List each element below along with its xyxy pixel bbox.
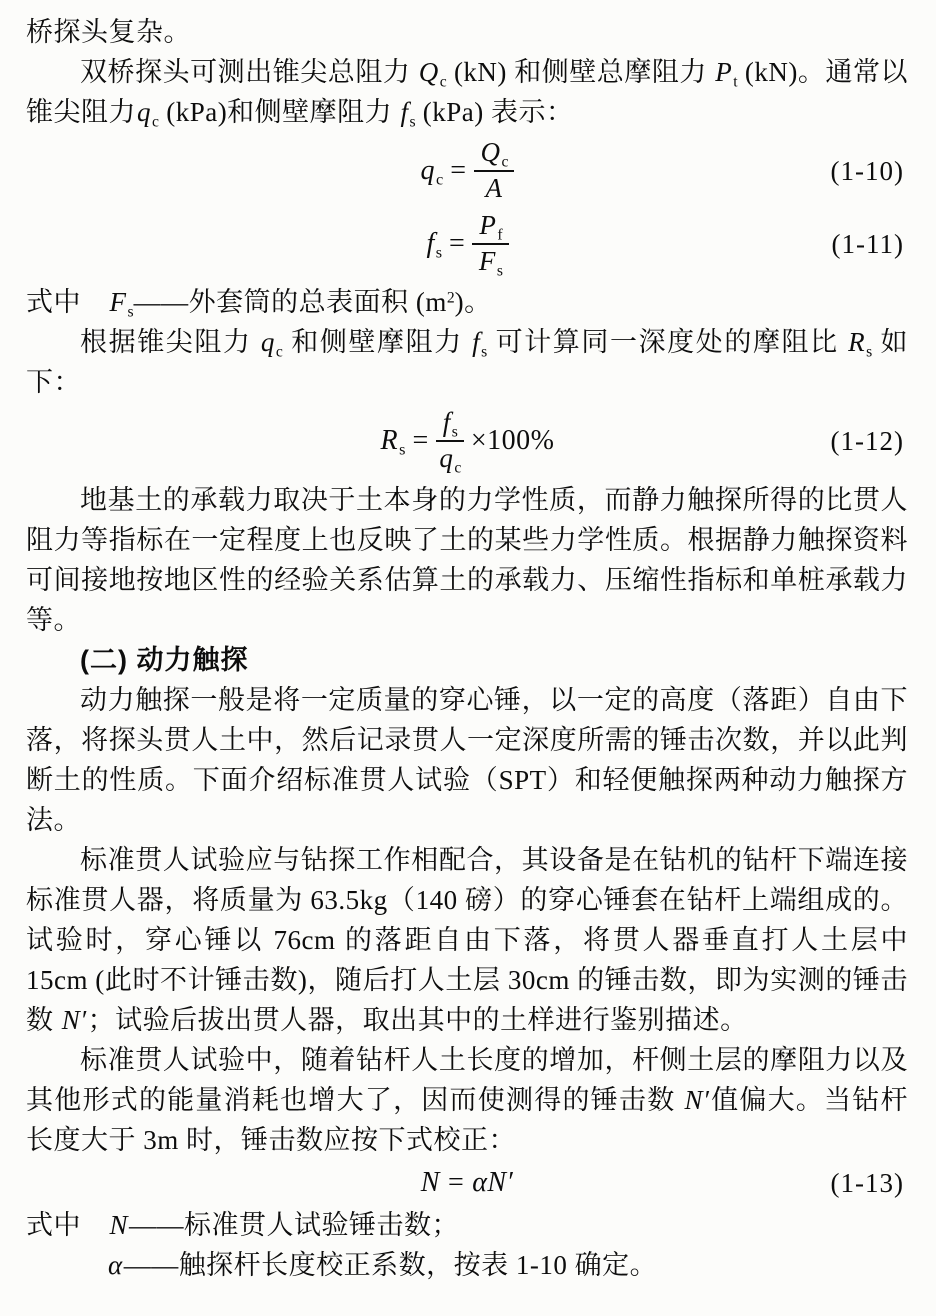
text-run: 标准贯人试验应与钻探工作相配合，其设备是在钻机的钻杆下端连接标准贯人器，将质量为 63.5kg（140 磅）的穿心锤套在钻杆上端组成的。试验时，穿心锤以 76cm 的落距自由下落，将贯人器垂直打人土层中 15cm (此时不计锤击数)，随后打人土层 30cm 的锤击数，即为实测的锤击数 — [26, 845, 908, 1036]
fraction — [474, 137, 515, 205]
math-var: N′ — [61, 1005, 87, 1036]
math-var: f — [442, 407, 451, 438]
equation-lhs — [425, 224, 442, 264]
math-subscript: s — [481, 343, 488, 361]
section-heading-dynamic-penetration — [26, 640, 908, 680]
fraction — [436, 407, 464, 475]
math-var: q — [260, 327, 275, 358]
math-var: q — [439, 443, 454, 474]
fraction-numerator — [436, 407, 464, 442]
text-run: 双桥探头可测出锥尖总阻力 — [80, 57, 418, 87]
math-var: P — [479, 209, 497, 240]
math-var: f — [400, 97, 409, 127]
equation-body — [420, 1163, 514, 1203]
math-subscript: f — [497, 226, 503, 244]
equation-body — [420, 137, 515, 205]
math-var: Q — [480, 137, 501, 167]
equation-body — [425, 210, 508, 278]
text-run: ——外套筒的总表面积 (m — [133, 287, 447, 318]
paragraph-dual-probe — [26, 52, 908, 132]
equals-sign: = — [449, 227, 466, 259]
fraction-denominator — [472, 245, 508, 278]
math-var: R — [380, 425, 399, 457]
text-run: 值偏大。当钻杆长度大于 3m 时，锤击数应按下式校正： — [26, 1085, 909, 1156]
fraction-denominator — [474, 172, 515, 205]
math-var: N — [109, 1210, 129, 1241]
text-run: (kPa) 表示： — [415, 97, 574, 127]
math-var: Q — [418, 57, 439, 87]
math-subscript: s — [496, 262, 503, 280]
text-run: 地基土的承载力取决于土本身的力学性质，而静力触探所得的比贯人阻力等指标在一定程度上也反映了土的某些力学性质。根据静力触探资料可间接地按地区性的经验关系估算土的承载力、压缩性指标和单桩承载力等。 — [26, 485, 908, 636]
math-subscript: s — [399, 440, 406, 459]
math-subscript: s — [435, 243, 443, 262]
text-run: 动力触探一般是将一定质量的穿心锤，以一定的高度（落距）自由下落，将探头贯人土中，然后记录贯人一定深度所需的锤击次数，并以此判断土的性质。下面介绍标准贯人试验（SPT）和轻便触探两种动力触探方法。 — [26, 685, 908, 836]
math-var: F — [478, 245, 496, 276]
equation-1-11 — [26, 210, 908, 278]
equation-lhs — [380, 421, 406, 461]
text-run: (kN)。通常以锥尖阻力 — [26, 57, 908, 127]
math-subscript: s — [866, 343, 873, 361]
math-var: α — [108, 1250, 123, 1281]
math-var: αN′ — [472, 1167, 514, 1199]
text-run: ；试验后拔出贯人器，取出其中的土样进行鉴别描述。 — [87, 1005, 748, 1036]
where-clause-N — [26, 1205, 908, 1245]
equation-1-12 — [26, 407, 908, 475]
math-var: f — [472, 327, 481, 358]
equation-number: (1-11) — [831, 228, 904, 259]
equation-body — [380, 407, 555, 475]
equation-number: (1-10) — [830, 155, 904, 186]
fraction — [472, 210, 508, 278]
math-subscript: s — [451, 423, 458, 441]
math-subscript: c — [436, 170, 444, 189]
text-run: ——标准贯人试验锤击数； — [129, 1210, 460, 1241]
text-run: 可计算同一深度处的摩阻比 — [487, 327, 848, 358]
math-var: q — [420, 154, 436, 186]
math-superscript: 2 — [446, 289, 455, 307]
equation-1-13 — [26, 1162, 908, 1203]
equals-sign: = — [447, 1167, 465, 1199]
math-var: P — [715, 57, 733, 87]
math-var: q — [137, 97, 151, 127]
text-run: (kPa)和侧壁摩阻力 — [158, 97, 400, 127]
text-run: 标准贯人试验中，随着钻杆人土长度的增加，杆侧土层的摩阻力以及其他形式的能量消耗也增大了，因而使测得的锤击数 — [26, 1045, 908, 1116]
paragraph-continuation — [26, 12, 908, 52]
paragraph-rod-correction — [26, 1040, 908, 1160]
fraction-numerator — [472, 210, 508, 245]
paragraph-spt-procedure — [26, 840, 908, 1040]
math-subscript: s — [127, 303, 134, 321]
where-clause-alpha — [26, 1245, 908, 1285]
text-run: )。 — [454, 287, 492, 318]
equation-number: (1-13) — [830, 1167, 904, 1198]
math-subscript: c — [501, 153, 509, 171]
fraction-denominator — [436, 442, 464, 475]
paragraph-friction-ratio — [26, 322, 908, 402]
math-var: A — [485, 172, 503, 203]
fraction-numerator — [474, 137, 515, 172]
equation-number: (1-12) — [830, 426, 904, 457]
math-var: F — [109, 287, 127, 318]
math-subscript: t — [733, 73, 738, 91]
text-run: 根据锥尖阻力 — [80, 327, 260, 358]
text-run: 和侧壁摩阻力 — [282, 327, 472, 358]
paragraph-dynamic-penetration-intro — [26, 680, 908, 840]
math-var: N′ — [684, 1085, 710, 1116]
where-clause-Fs — [26, 282, 908, 322]
equation-lhs — [420, 151, 444, 191]
math-subscript: s — [409, 113, 416, 131]
math-var: N — [420, 1167, 440, 1199]
text-run: 式中 — [26, 287, 109, 318]
text-run: (kN) 和侧壁总摩阻力 — [446, 57, 715, 87]
percent-factor: ×100% — [470, 425, 555, 457]
equals-sign: = — [450, 154, 467, 186]
math-subscript: c — [439, 73, 447, 91]
math-subscript: c — [275, 343, 283, 361]
math-subscript: c — [152, 113, 159, 131]
text-run: 桥探头复杂。 — [26, 17, 191, 47]
text-run: ——触探杆长度校正系数，按表 1-10 确定。 — [123, 1250, 658, 1281]
paragraph-bearing-capacity — [26, 480, 908, 640]
text-run: 如下： — [26, 327, 909, 398]
math-var: R — [848, 327, 866, 358]
math-subscript: c — [454, 459, 462, 477]
equation-1-10 — [26, 137, 908, 205]
math-var: f — [426, 227, 435, 259]
heading-text: (二) 动力触探 — [80, 645, 249, 676]
equals-sign: = — [412, 425, 429, 457]
text-run: 式中 — [26, 1210, 109, 1241]
